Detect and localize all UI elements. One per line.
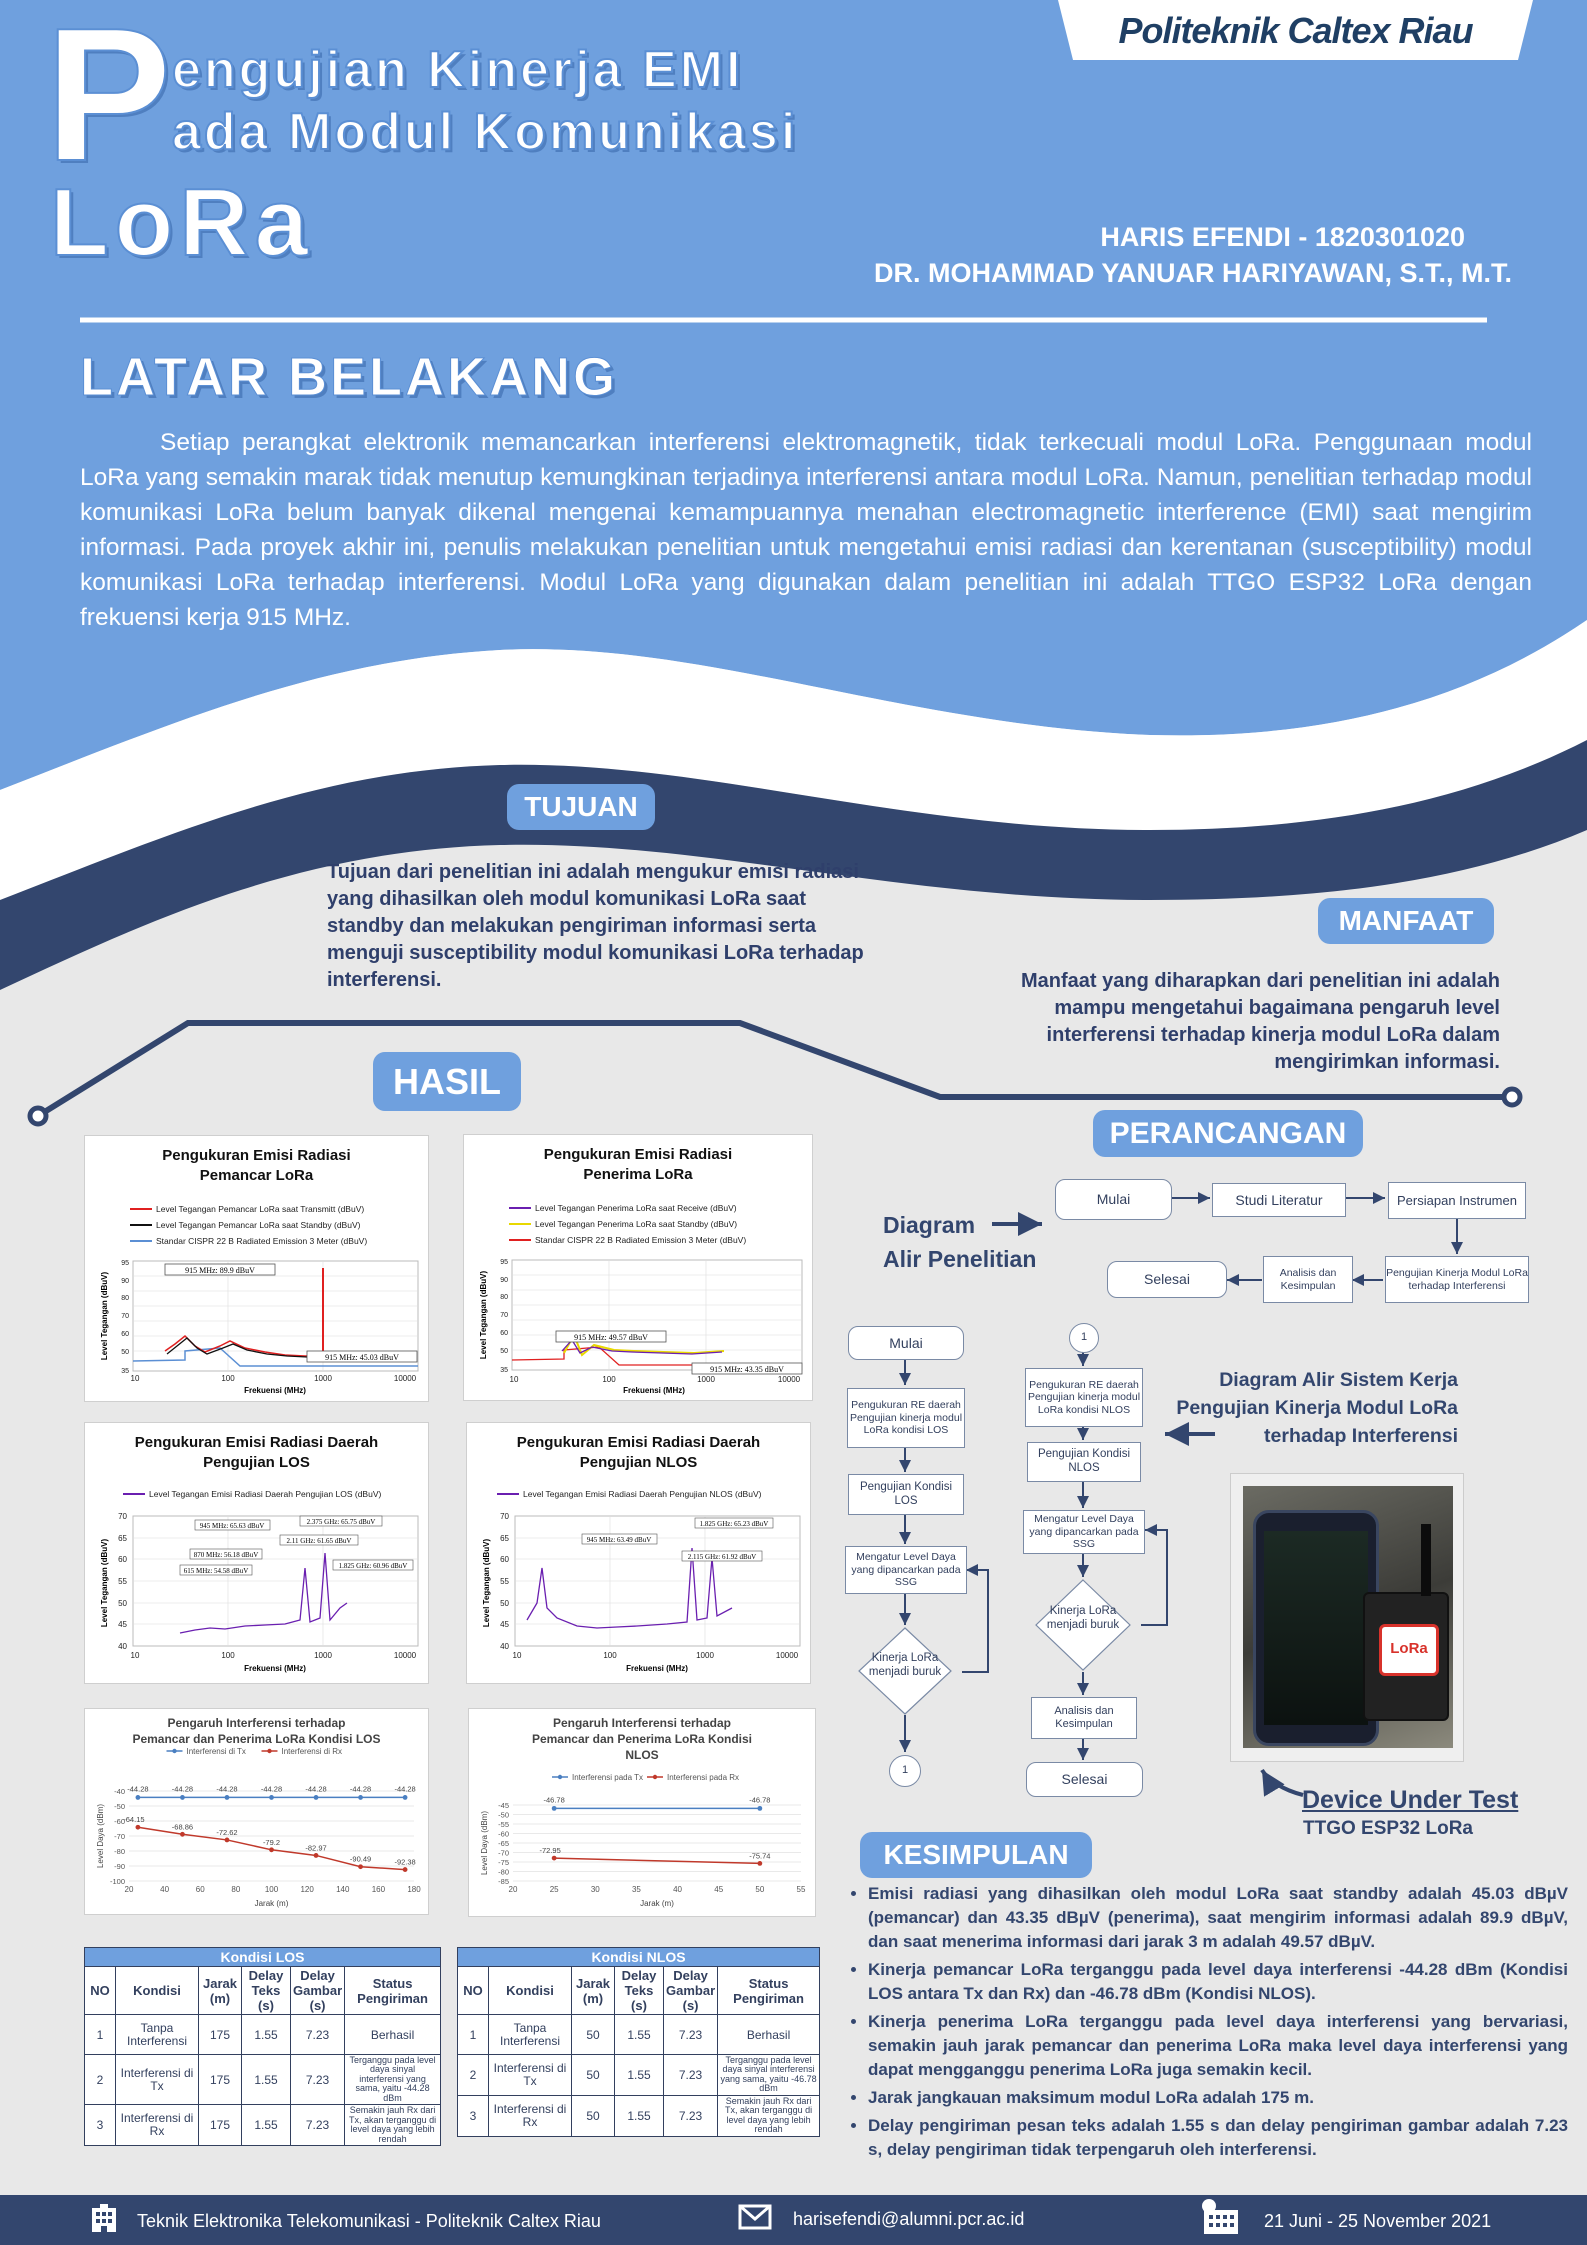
legend-entry: Standar CISPR 22 B Radiated Emission 3 Meter (dBuV) [156,1236,368,1246]
table-caption: Kondisi LOS [85,1948,441,1967]
y-tick: -60 [498,1829,509,1839]
x-tick: 10000 [393,1374,417,1383]
legend-entry: Interferensi di Rx [281,1747,342,1756]
table-cell: Interferensi di Rx [116,2105,199,2146]
table-header: NO [458,1967,489,2015]
table-cell: 7.23 [664,2095,718,2136]
decision-label: Kinerja LoRa menjadi buruk [1046,1605,1120,1632]
title-big-letter: P [45,0,175,201]
system-caption-line: terhadap Interferensi [1264,1425,1458,1447]
annotation: 2.115 GHz: 61.92 dBuV [687,1553,757,1561]
data-label: -68.86 [171,1822,194,1832]
x-tick: 100 [603,1651,617,1660]
table-cell: 7.23 [291,2105,345,2146]
y-tick: 60 [500,1555,509,1564]
tujuan-heading: TUJUAN [507,784,655,830]
annotation: 915 MHz: 49.57 dBuV [574,1333,648,1342]
y-tick: 50 [500,1348,508,1355]
y-tick: 70 [500,1512,509,1521]
diagram-label-line: Alir Penelitian [883,1246,1037,1272]
y-tick: -65 [498,1839,509,1848]
y-tick: 40 [500,1642,509,1651]
x-axis-label: Frekuensi (MHz) [623,1386,685,1395]
y-tick: 60 [121,1331,129,1338]
table-cell: 3 [458,2095,489,2136]
y-tick: 70 [500,1312,508,1319]
dut-title: Device Under Test [1302,1786,1519,1814]
legend-entry: Interferensi pada Rx [667,1773,740,1782]
table-header: Kondisi [489,1967,572,2015]
y-axis-label: Level Tegangan (dBuV) [100,1271,109,1361]
footer-date: 21 Juni - 25 November 2021 [1264,2211,1492,2231]
dut-logo: LoRa [1379,1624,1439,1676]
table-header: Jarak (m) [572,1967,615,2015]
table-caption: Kondisi NLOS [458,1948,820,1967]
x-axis-label: Frekuensi (MHz) [244,1664,306,1673]
flow-end: Selesai [1107,1261,1227,1298]
x-tick: 50 [755,1885,765,1894]
x-tick: 100 [602,1375,616,1384]
table-header: Delay Gambar (s) [664,1967,718,2015]
legend-entry: Level Tegangan Penerima LoRa saat Receive (dBuV) [535,1203,737,1213]
table-cell: Semakin jauh Rx dari Tx, akan terganggu di level daya yang lebih rendah [718,2095,820,2136]
kesimpulan-list [846,1882,1568,2166]
y-axis-label: Level Tegangan (dBuV) [479,1270,488,1360]
chart-title: Pemancar LoRa [199,1167,314,1185]
x-tick: 10 [130,1374,140,1383]
table-cell: Interferensi di Tx [116,2055,199,2105]
annotation: 1.825 GHz: 65.23 dBuV [699,1520,769,1528]
y-axis-label: Level Tegangan (dBuV) [482,1538,491,1628]
perancangan-heading: PERANCANGAN [1093,1110,1363,1157]
x-tick: 10 [130,1651,140,1660]
y-tick: -50 [114,1802,125,1811]
table-header: Status Pengiriman [345,1967,441,2015]
data-label: -46.78 [543,1795,565,1805]
table-cell: 1.55 [242,2105,291,2146]
y-tick: 90 [500,1277,508,1284]
table-cell: 3 [85,2105,116,2146]
y-tick: -100 [109,1877,125,1886]
data-label: -82.97 [305,1843,327,1853]
table-cell: Tanpa Interferensi [489,2015,572,2055]
x-tick: 1000 [314,1651,332,1660]
annotation: 2.11 GHz: 61.65 dBuV [286,1537,352,1545]
y-tick: -80 [114,1847,125,1856]
data-label: -72.95 [539,1846,561,1856]
data-label: -92.38 [394,1857,416,1867]
title-line-1: engujian Kinerja EMI [172,41,744,99]
legend-entry: Interferensi di Tx [186,1747,246,1756]
x-tick: 30 [590,1885,600,1894]
flow-step: Pengukuran RE daerah Pengujian kinerja modul LoRa kondisi LOS [847,1388,965,1448]
chart-title: Pengujian NLOS [579,1454,698,1472]
y-tick: -50 [498,1810,509,1820]
decision-label: Kinerja LoRa menjadi buruk [868,1652,942,1679]
x-tick: 120 [300,1885,314,1894]
annotation: 2.375 GHz: 65.75 dBuV [306,1518,376,1526]
x-tick: 40 [160,1885,170,1894]
calendar-icon [1200,2198,1240,2236]
flow-end: Selesai [1026,1762,1143,1797]
footer-institution: Teknik Elektronika Telekomunikasi - Politeknik Caltex Riau [137,2211,601,2231]
tujuan-text: Tujuan dari penelitian ini adalah mengukur emisi radiasi yang dihasilkan oleh modul komunikasi LoRa saat standby dan melakukan pengiriman informasi serta menguji susceptibility modul komunikasi LoRa terhadap interferensi. [327,861,864,991]
annotation: 915 MHz: 43.35 dBuV [710,1365,784,1374]
chart-title: Pengukuran Emisi Radiasi Daerah [134,1434,379,1451]
y-axis-label: Level Daya (dBm) [480,1810,489,1876]
legend-entry: Level Tegangan Pemancar LoRa saat Transmitt (dBuV) [156,1204,365,1214]
x-tick: 1000 [314,1374,332,1383]
y-tick: 95 [121,1260,129,1267]
data-label: -79.2 [262,1837,281,1847]
x-tick: 1000 [697,1375,715,1384]
flow-step: Pengujian Kinerja Modul LoRa terhadap Interferensi [1385,1256,1529,1303]
legend-entry: Interferensi pada Tx [572,1773,644,1782]
device-photo [1230,1473,1464,1762]
footer-email: harisefendi@alumni.pcr.ac.id [793,2209,1025,2229]
chart-title: Pengaruh Interferensi terhadap [552,1716,732,1730]
y-tick: 90 [121,1278,129,1285]
table-cell: Terganggu pada level daya sinyal interferensi yang sama, yaitu -46.78 dBm [718,2055,820,2096]
y-tick: 55 [118,1577,127,1586]
dut-subtitle: TTGO ESP32 LoRa [1303,1818,1473,1839]
kesimpulan-heading: KESIMPULAN [860,1832,1092,1878]
chart-title: Pengujian LOS [203,1454,310,1472]
list-item: • Kinerja pemancar LoRa terganggu pada level daya interferensi -44.28 dBm (Kondisi LOS antara Tx dan Rx) dan -46.78 dBm (Kondisi NLOS). [868,1958,1568,2006]
x-axis-label: Jarak (m) [254,1899,289,1908]
author-name: HARIS EFENDI - 1820301020 [1100,222,1465,252]
legend-entry: Level Tegangan Pemancar LoRa saat Standby (dBuV) [156,1220,361,1230]
flow-step: Analisis dan Kesimpulan [1031,1697,1137,1739]
x-tick: 160 [371,1885,386,1894]
y-tick: 35 [121,1368,129,1375]
y-tick: 50 [118,1599,127,1608]
table-cell: Berhasil [345,2015,441,2055]
y-tick: -45 [498,1801,509,1810]
chart-title: Pemancar dan Penerima LoRa Kondisi [531,1732,753,1746]
y-tick: 70 [121,1313,129,1320]
table-cell: 7.23 [291,2015,345,2055]
y-tick: -40 [114,1787,125,1796]
chart-title: Pengukuran Emisi Radiasi [162,1147,351,1164]
annotation: 945 MHz: 65.63 dBuV [199,1522,265,1530]
supervisor-name: DR. MOHAMMAD YANUAR HARIYAWAN, S.T., M.T. [873,258,1512,288]
list-item: • Kinerja penerima LoRa terganggu pada level daya interferensi yang bervariasi, semakin jauh jarak pemancar dan penerima LoRa maka level daya interferensi yang dapat mengganggu penerima LoRa juga semakin kecil. [868,2010,1568,2082]
annotation: 915 MHz: 45.03 dBuV [325,1353,399,1362]
data-label: -64.15 [123,1815,145,1825]
lora-board-icon [1363,1592,1449,1721]
y-tick: 45 [118,1620,127,1629]
x-tick: 1000 [696,1651,714,1660]
data-label: -44.28 [171,1784,194,1794]
annotation: 1.825 GHz: 60.96 dBuV [338,1562,408,1570]
mail-icon [738,2204,772,2230]
flow-start: Mulai [1055,1179,1172,1220]
y-tick: 80 [500,1294,508,1301]
y-tick: 95 [500,1259,508,1266]
x-tick: 80 [231,1885,241,1894]
flow-step: Analisis dan Kesimpulan [1263,1256,1353,1303]
x-tick: 10000 [777,1375,801,1384]
data-label: -44.28 [127,1784,149,1794]
data-label: -44.28 [305,1784,327,1794]
chart-title: Pengukuran Emisi Radiasi Daerah [516,1434,761,1451]
x-tick: 35 [631,1885,641,1894]
x-tick: 100 [264,1885,279,1894]
annotation: 915 MHz: 89.9 dBuV [185,1266,255,1275]
legend-entry: Level Tegangan Emisi Radiasi Daerah Pengujian NLOS (dBuV) [523,1489,762,1499]
flow-step: Mengatur Level Daya yang dipancarkan pada SSG [1023,1510,1145,1554]
system-caption-line: Diagram Alir Sistem Kerja [1219,1369,1458,1391]
flow-step: Pengujian Kondisi NLOS [1027,1442,1141,1482]
y-axis-label: Level Tegangan (dBuV) [100,1538,109,1628]
logo-text: Politeknik Caltex Riau [1118,10,1473,51]
table-cell: Interferensi di Rx [489,2095,572,2136]
data-label: -46.78 [749,1795,771,1805]
x-tick: 45 [714,1885,724,1894]
table-cell: Berhasil [718,2015,820,2055]
y-tick: 45 [500,1620,509,1629]
y-tick: 80 [121,1295,129,1302]
y-tick: -80 [498,1867,509,1877]
latar-heading: LATAR BELAKANG [80,347,618,407]
hasil-heading: HASIL [373,1052,521,1111]
x-tick: 40 [673,1885,683,1894]
x-tick: 25 [549,1885,559,1894]
flow-step: Studi Literatur [1212,1183,1346,1217]
x-axis-label: Jarak (m) [640,1899,674,1908]
x-tick: 100 [221,1374,235,1383]
table-cell: Interferensi di Tx [489,2055,572,2096]
annotation: 615 MHz: 54.58 dBuV [183,1567,249,1575]
table-header: Status Pengiriman [718,1967,820,2015]
title-line-3: LoRa [50,169,314,276]
y-tick: -60 [114,1817,125,1826]
latar-text: Setiap perangkat elektronik memancarkan interferensi elektromagnetik, tidak terkecuali modul LoRa. Penggunaan modul LoRa yang semakin marak tidak menutup kemungkinan terjadinya interferensi antara modul LoRa. Namun, penelitian terhadap modul komunikasi LoRa belum banyak dikenal mengenai kemampuannya menahan electromagnetic interference (EMI) saat mengirim informasi. Pada proyek akhir ini, penulis melakukan penelitian untuk mengetahui emisi radiasi dan kerentanan (susceptibility) modul komunikasi LoRa terhadap interferensi. Modul LoRa yang digunakan dalam penelitian ini adalah TTGO ESP32 LoRa dengan frekuensi kerja 915 MHz. [80,429,1532,631]
table-cell: 2 [85,2055,116,2105]
title-line-2: ada Modul Komunikasi [172,103,799,161]
y-tick: 50 [500,1599,509,1608]
data-label: -44.28 [216,1784,238,1794]
table-header: Kondisi [116,1967,199,2015]
table-cell: 1.55 [242,2055,291,2105]
table-header: Jarak (m) [199,1967,242,2015]
table-cell: 7.23 [664,2055,718,2096]
connector-circle: 1 [1069,1323,1099,1353]
chart-title: Penerima LoRa [583,1166,693,1184]
table-cell: 7.23 [664,2015,718,2055]
manfaat-heading: MANFAAT [1318,898,1494,944]
legend-entry: Standar CISPR 22 B Radiated Emission 3 Meter (dBuV) [535,1235,747,1245]
y-tick: -90 [114,1862,125,1871]
list-item: • Jarak jangkauan maksimum modul LoRa adalah 175 m. [868,2086,1568,2110]
data-label: -44.28 [260,1784,283,1794]
chart-title: Pemancar dan Penerima LoRa Kondisi LOS [132,1732,381,1746]
table-header: Delay Teks (s) [615,1967,664,2015]
y-tick: 70 [118,1512,127,1521]
connector-circle: 1 [889,1755,921,1787]
y-tick: 40 [118,1642,127,1651]
building-icon [88,2202,120,2234]
x-tick: 20 [124,1885,134,1894]
table-cell: Terganggu pada level daya sinyal interferensi yang sama, yaitu -44.28 dBm [345,2055,441,2105]
table-cell: 50 [572,2015,615,2055]
table-cell: 175 [199,2015,242,2055]
x-tick: 10 [512,1651,522,1660]
table-cell: Semakin jauh Rx dari Tx, akan terganggu di level daya yang lebih rendah [345,2105,441,2146]
x-tick: 10000 [393,1651,417,1660]
table-header: Delay Teks (s) [242,1967,291,2015]
system-caption-line: Pengujian Kinerja Modul LoRa [1176,1397,1458,1419]
y-tick: 50 [121,1349,129,1356]
table-cell: 1 [85,2015,116,2055]
x-tick: 10 [509,1375,519,1384]
y-tick: 55 [500,1577,509,1586]
y-tick: 65 [118,1534,127,1543]
table-cell: 1.55 [242,2015,291,2055]
chart-title: Pengukuran Emisi Radiasi [543,1146,733,1163]
data-label: -90.49 [349,1854,372,1864]
table-cell: 1.55 [615,2095,664,2136]
table-cell: 1.55 [615,2015,664,2055]
phone-icon [1253,1510,1379,1746]
data-label: -75.74 [749,1851,771,1861]
x-tick: 180 [407,1885,421,1894]
y-tick: -85 [498,1877,509,1886]
x-axis-label: Frekuensi (MHz) [244,1386,306,1395]
table-cell: 2 [458,2055,489,2096]
manfaat-text: Manfaat yang diharapkan dari penelitian ini adalah mampu mengetahui bagaimana pengaruh level interferensi terhadap kinerja modul LoRa dalam mengirimkan informasi. [1020,970,1500,1073]
system-caption [1140,1366,1458,1450]
x-tick: 100 [221,1651,235,1660]
y-tick: 35 [500,1367,508,1374]
x-tick: 140 [336,1885,350,1894]
chart-title: NLOS [625,1748,659,1762]
data-label: -44.28 [394,1784,416,1794]
y-tick: 60 [118,1555,127,1564]
y-tick: -55 [498,1820,509,1829]
y-axis-label: Level Daya (dBm) [96,1803,105,1869]
list-item: • Delay pengiriman pesan teks adalah 1.55 s dan delay pengiriman gambar adalah 7.23 s, delay pengiriman tidak terpengaruh oleh interferensi. [868,2114,1568,2162]
flow-step: Pengukuran RE daerah Pengujian kinerja modul LoRa kondisi NLOS [1025,1368,1143,1427]
annotation: 870 MHz: 56.18 dBuV [193,1551,259,1559]
data-label: -72.62 [216,1827,238,1837]
flow-step: Pengujian Kondisi LOS [848,1474,964,1515]
flow-step: Mengatur Level Daya yang dipancarkan pada SSG [845,1546,967,1594]
list-item: • Emisi radiasi yang dihasilkan oleh modul LoRa saat standby adalah 45.03 dBµV (pemancar) dan 43.35 dBµV (penerima), saat mengirim informasi adalah 89.9 dBµV, dan saat menerima informasi dari jarak 3 m adalah 49.57 dBµV. [868,1882,1568,1954]
y-tick: 60 [500,1330,508,1337]
table-cell: 50 [572,2095,615,2136]
table-cell: 175 [199,2105,242,2146]
legend-entry: Level Tegangan Penerima LoRa saat Standby (dBuV) [535,1219,738,1229]
annotation: 945 MHz: 63.49 dBuV [586,1536,652,1544]
table-cell: 1.55 [615,2055,664,2096]
table-cell: 7.23 [291,2055,345,2105]
table-header: NO [85,1967,116,2015]
flow-step: Persiapan Instrumen [1388,1182,1526,1219]
table-cell: Tanpa Interferensi [116,2015,199,2055]
x-tick: 60 [195,1885,205,1894]
flow-start: Mulai [848,1326,964,1360]
table-cell: 1 [458,2015,489,2055]
table-header: Delay Gambar (s) [291,1967,345,2015]
data-label: -44.28 [349,1784,372,1794]
x-axis-label: Frekuensi (MHz) [626,1664,688,1673]
x-tick: 20 [508,1885,518,1894]
legend-entry: Level Tegangan Emisi Radiasi Daerah Pengujian LOS (dBuV) [149,1489,382,1499]
y-tick: -75 [498,1858,509,1867]
y-tick: -70 [498,1848,509,1858]
diagram-label-line: Diagram [883,1212,976,1238]
y-tick: 65 [500,1534,509,1543]
table-cell: 175 [199,2055,242,2105]
y-tick: -70 [114,1832,125,1841]
table-cell: 50 [572,2055,615,2096]
chart-title: Pengaruh Interferensi terhadap [167,1716,346,1730]
x-tick: 10000 [775,1651,799,1660]
x-tick: 55 [796,1885,806,1894]
